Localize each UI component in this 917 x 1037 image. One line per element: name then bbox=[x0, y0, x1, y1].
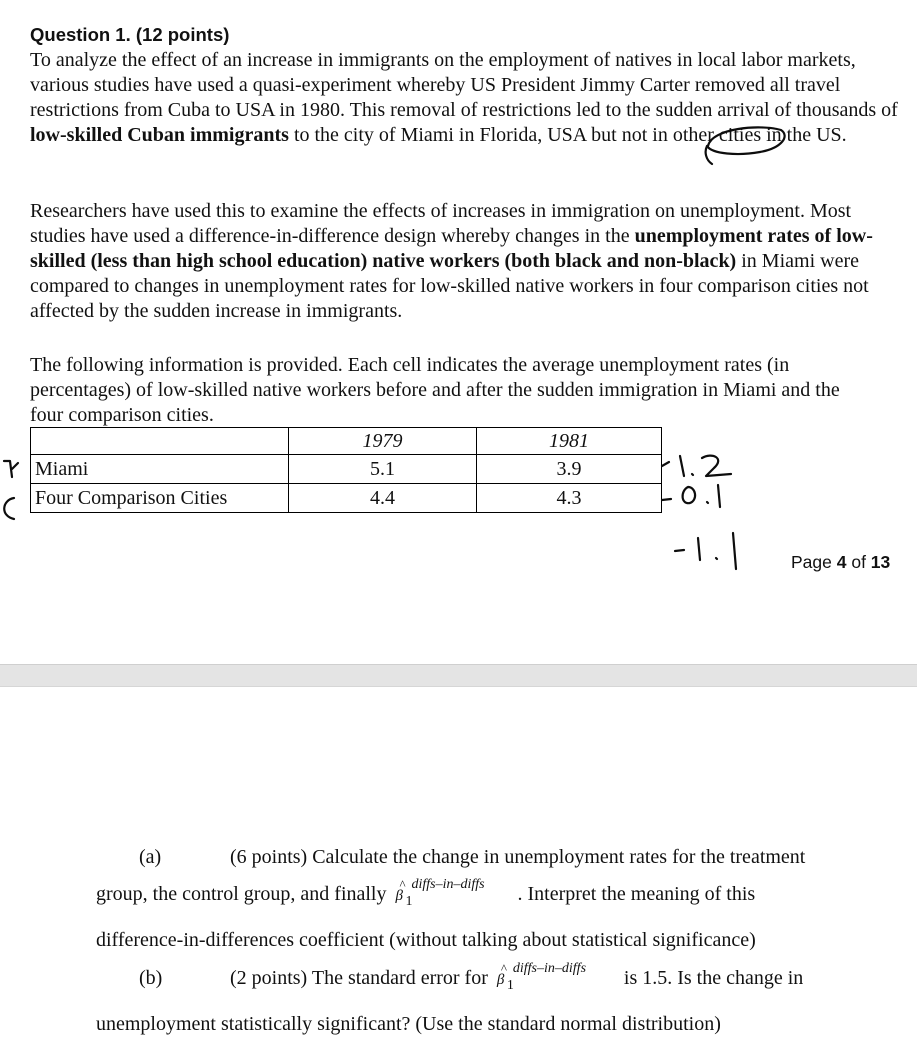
unemployment-table bbox=[30, 427, 662, 513]
question-heading: Question 1. (12 points) bbox=[30, 24, 230, 45]
row-label: Miami bbox=[31, 455, 289, 484]
comparison-change-handwritten bbox=[662, 485, 720, 507]
table-row bbox=[31, 455, 662, 484]
method-paragraph: Researchers have used this to examine the effects of increases in immigration on unemployment. Most studies have used a difference-in-difference design whereby changes in the unemployment rates of low-skilled (less than high school education) native workers (both black and non-black) in Miami were compared to changes in unemployment rates for low-skilled native workers in four comparison cities not affected by the sudden increase in immigrants. bbox=[30, 200, 873, 322]
part-a-label: (a) bbox=[139, 846, 162, 868]
miami-change-handwritten bbox=[662, 456, 731, 476]
treatment-mark bbox=[4, 461, 18, 477]
page-number: Page 4 of 13 bbox=[791, 552, 891, 572]
table-intro-paragraph: The following information is provided. Each cell indicates the average unemployment rates (in percentages) of low-skilled native workers before and after the sudden immigration in Miami and the four comparison cities. bbox=[30, 354, 840, 426]
part-b-line2: unemployment statistically significant? (Use the standard normal distribution) bbox=[96, 1013, 721, 1035]
part-b-line1: (2 points) The standard error for ^ β diffs–in–diffs 1 is 1.5. Is the change in bbox=[230, 961, 804, 993]
page-separator bbox=[0, 664, 917, 687]
beta-estimator: ^ β diffs–in–diffs 1 bbox=[395, 877, 485, 909]
part-a-line3: difference-in-differences coefficient (without talking about statistical significance) bbox=[96, 929, 756, 951]
part-a-line2: group, the control group, and finally ^ β diffs–in–diffs 1 . Interpret the meaning of this bbox=[96, 877, 756, 909]
table-header-cell: 1979 bbox=[289, 428, 477, 455]
table-cell: 4.3 bbox=[477, 484, 662, 513]
part-b-label: (b) bbox=[139, 967, 163, 989]
table-cell: 5.1 bbox=[289, 455, 477, 484]
intro-paragraph: To analyze the effect of an increase in immigrants on the employment of natives in local labor markets, various studies have used a quasi-experiment whereby US President Jimmy Carter removed all travel restrictions from Cuba to USA in 1980. This removal of restrictions led to the sudden arrival of thousands of low-skilled Cuban immigrants to the city of Miami in Florida, USA but not in other cities in the US. bbox=[30, 49, 898, 146]
table-row bbox=[31, 484, 662, 513]
table-header-cell bbox=[31, 428, 289, 455]
table-cell: 4.4 bbox=[289, 484, 477, 513]
part-a-line1: (6 points) Calculate the change in unemployment rates for the treatment bbox=[230, 846, 806, 868]
table-cell: 3.9 bbox=[477, 455, 662, 484]
row-label: Four Comparison Cities bbox=[31, 484, 289, 513]
difference-handwritten bbox=[675, 533, 736, 569]
control-mark bbox=[4, 498, 14, 519]
beta-estimator: ^ β diffs–in–diffs 1 bbox=[496, 961, 587, 993]
table-header-row bbox=[31, 428, 662, 455]
table-header-cell: 1981 bbox=[477, 428, 662, 455]
